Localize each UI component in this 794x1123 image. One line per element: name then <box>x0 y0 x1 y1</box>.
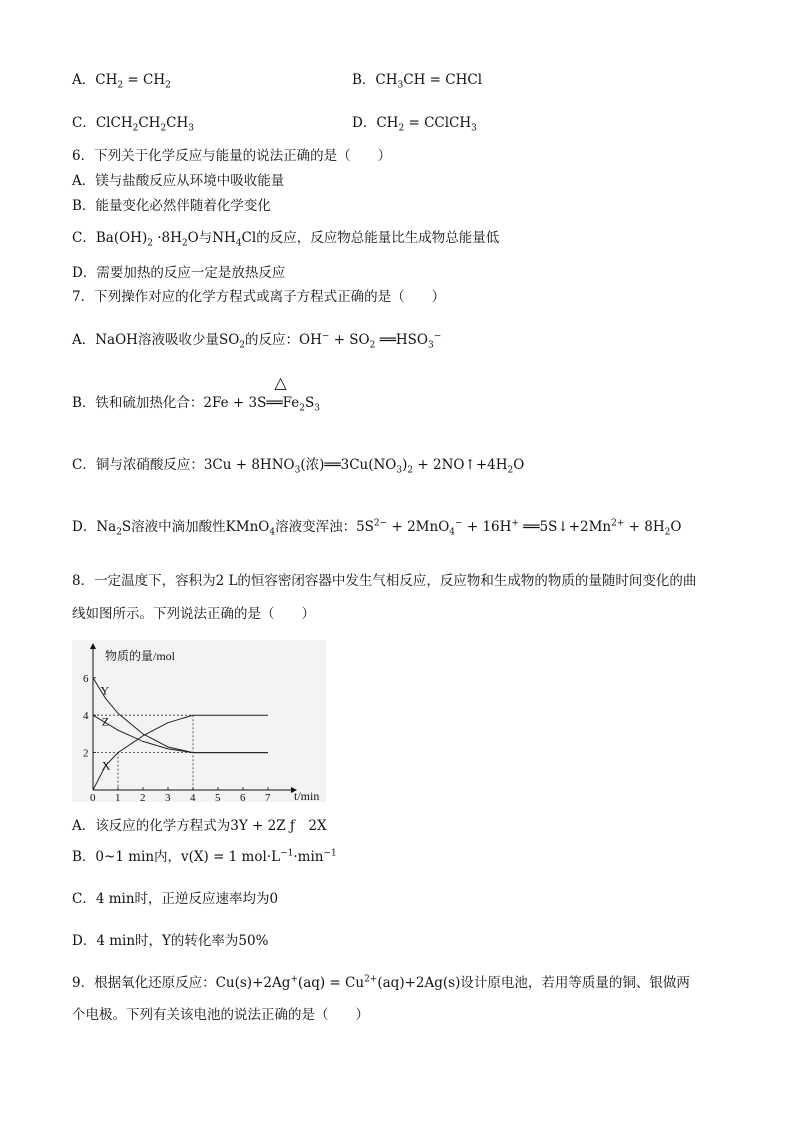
q8-stem-line1: 8．一定温度下，容积为2 L的恒容密闭容器中发生气相反应，反应物和生成物的物质的量随时间变化的曲 <box>72 573 697 589</box>
x-tick-label-2: 2 <box>140 792 146 802</box>
x-tick-label-0: 0 <box>90 792 96 802</box>
series-label-Y: Y <box>100 683 110 698</box>
x-tick-label-7: 7 <box>265 792 271 802</box>
q7-option-b: B．铁和硫加热化合：2Fe + 3S △ $══Fe_2S_3$ <box>72 373 320 414</box>
q7-option-d: D．$Na_2S$溶液中滴加酸性KMnO$_4$溶液变浑浊：$5S^{2-} + 2MnO_4^- + 16H^+$ $══5S↓+2Mn^{2+} + 8H_2O$ <box>72 518 682 538</box>
q8-stem-line2: 线如图所示。下列说法正确的是（ ） <box>72 606 315 622</box>
q6-option-c: C．$Ba(OH)_2 \cdot 8H_2O$与$NH_4Cl$的反应，反应物总能量比生成物总能量低 <box>72 230 500 249</box>
x-tick-label-6: 6 <box>240 792 246 802</box>
q6-option-b: B．能量变化必然伴随着化学变化 <box>72 198 271 214</box>
y-tick-label-4: 4 <box>83 710 89 723</box>
q6-stem: 6．下列关于化学反应与能量的说法正确的是（ ） <box>72 148 392 164</box>
q7-option-a: A．NaOH溶液吸收少量$SO_2$的反应：$OH^- + SO_2$ $══HSO_3^-$ <box>72 331 442 351</box>
q7-option-c: C．铜与浓硝酸反应：$3Cu + 8HNO_3$(浓)$══3Cu(NO_3)_2$ + $2NO↑+4H_2O$ <box>72 457 525 476</box>
q6-option-a: A．镁与盐酸反应从环境中吸收能量 <box>72 173 285 189</box>
q8-option-c: C．4 min时，正逆反应速率均为0 <box>72 891 279 907</box>
q7-stem: 7．下列操作对应的化学方程式或离子方程式正确的是（ ） <box>72 289 446 305</box>
q5-option-a: A．$CH_2 = CH_2$ <box>72 72 171 91</box>
q8-option-d: D．4 min时，Y的转化率为50% <box>72 933 269 949</box>
series-label-X: X <box>101 758 111 773</box>
x-tick-label-1: 1 <box>115 792 121 802</box>
q6-option-d: D．需要加热的反应一定是放热反应 <box>72 265 286 281</box>
q8-option-b: B．0~1 min内，v(X) = 1 $mol\cdot L^{-1}\cdot\min^{-1}$ <box>72 848 337 865</box>
x-tick-label-5: 5 <box>215 792 221 802</box>
y-axis-label: 物质的量/mol <box>105 649 176 663</box>
q8-option-a: A．该反应的化学方程式为3Y + 2Z ƒ 2X <box>72 818 327 834</box>
q5-option-c: C．$ClCH_2CH_2CH_3$ <box>72 115 195 134</box>
y-tick-label-6: 6 <box>83 672 89 685</box>
series-label-Z: Z <box>101 714 110 729</box>
q5-option-d: D．$CH_2$ = CClCH$_3$ <box>352 115 477 134</box>
x-tick-label-3: 3 <box>165 792 171 802</box>
x-tick-label-4: 4 <box>190 792 196 802</box>
heat-condition-symbol: △ <box>274 373 287 392</box>
series-line-Z <box>93 715 268 752</box>
amount-vs-time-chart <box>72 640 326 802</box>
x-axis-label: t/min <box>294 789 320 802</box>
q9-stem-line2: 个电极。下列有关该电池的说法正确的是（ ） <box>72 1007 369 1023</box>
q5-option-b: B．$CH_3CH$ = CHCl <box>352 72 483 91</box>
q9-stem-line1: 9．根据氧化还原反应：$Cu(s)+2Ag^+(aq) = Cu^{2+}(aq)+2Ag(s)$设计原电池，若用等质量的铜、银做两 <box>72 974 690 991</box>
y-tick-label-2: 2 <box>83 747 89 760</box>
chart-svg <box>72 640 326 802</box>
